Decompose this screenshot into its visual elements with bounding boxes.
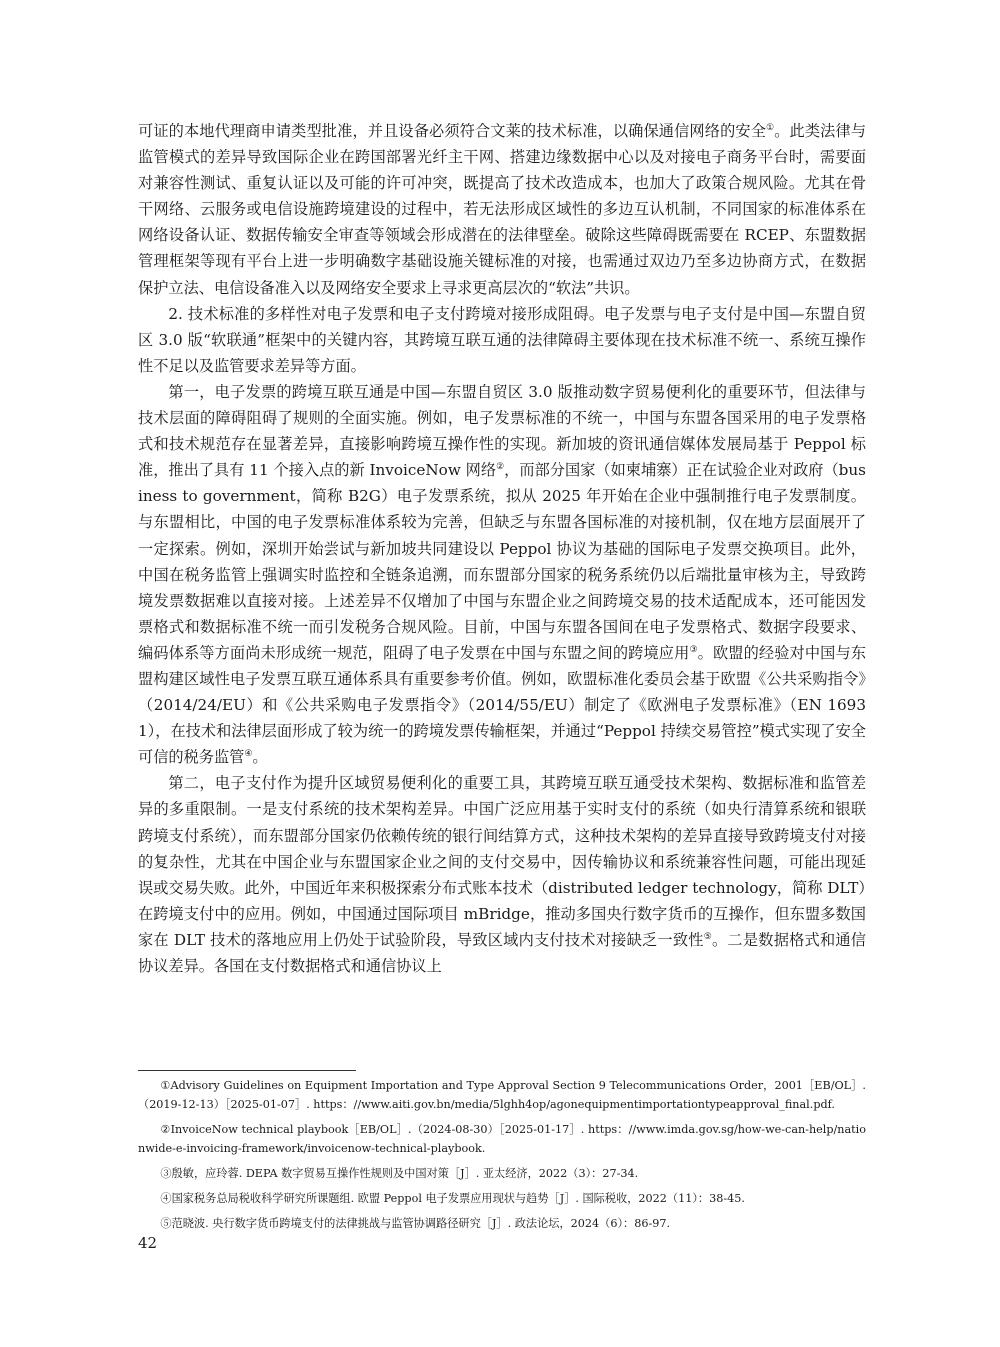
footnote-3: ③殷敏，应玲蓉. DEPA 数字贸易互操作性规则及中国对策［J］. 亚太经济，2022（3）：27-34. [160, 1167, 639, 1180]
footnote-5: ⑤范晓波. 央行数字货币跨境支付的法律挑战与监管协调路径研究［J］. 政法论坛，2024（6）：86-97. [160, 1217, 671, 1230]
paragraph-1 [138, 118, 866, 301]
paragraph-4 [138, 770, 866, 979]
footnote-ref-5[interactable]: ⑤ [703, 931, 712, 942]
paragraph-text: 。此类法律与监管模式的差异导致国际企业在跨国部署光纤主干网、搭建边缘数据中心以及对接电子商务平台时，需要面对兼容性测试、重复认证以及可能的许可冲突，既提高了技术改造成本，也加大了政策合规风险。尤其在骨干网络、云服务或电信设施跨境建设的过程中，若无法形成区域性的多边互认机制，不同国家的标准体系在网络设备认证、数据传输安全审查等领域会形成潜在的法律壁垒。破除这些障碍既需要在 RCEP、东盟数据管理框架等现有平台上进一步明确数字基础设施关键标准的对接，也需通过双边乃至多边协商方式，在数据保护立法、电信设备准入以及网络安全要求上寻求更高层次的“软法”共识。 [138, 122, 867, 297]
paragraph-text: 。 [252, 748, 268, 767]
paragraph-3 [138, 379, 866, 770]
page-number: 42 [138, 1234, 158, 1252]
footnote-2: ②InvoiceNow technical playbook［EB/OL］.（2024-08-30）［2025-01-17］. https：//www.imda.gov.sg/how-we-can-help/nationwide-e-invoicing-framework/invoicenow-technical-playbook. [138, 1123, 866, 1155]
paragraph-text: 。二是数据格式和通信协议差异。各国在支付数据格式和通信协议上 [138, 930, 866, 975]
paragraph-2: 2. 技术标准的多样性对电子发票和电子支付跨境对接形成阻碍。电子发票与电子支付是中国—东盟自贸区 3.0 版“软联通”框架中的关键内容，其跨境互联互通的法律障碍主要体现在技术标准不统一、系统互操作性不足以及监管要求差异等方面。 [138, 304, 866, 375]
paragraph-text: 可证的本地代理商申请类型批准，并且设备必须符合文莱的技术标准，以确保通信网络的安全 [138, 122, 767, 140]
footnote-ref-4[interactable]: ④ [244, 749, 253, 760]
paragraph-text: ，而部分国家（如柬埔寨）正在试验企业对政府（business to government，简称 B2G）电子发票系统，拟从 2025 年开始在企业中强制推行电子发票制度。与东盟相比，中国的电子发票标准体系较为完善，但缺乏与东盟各国标准的对接机制，仅在地方层面展开了一定探索。例如，深圳开始尝试与新加坡共同建设以 Peppol 协议为基础的国际电子发票交换项目。此外，中国在税务监管上强调实时监控和全链条追溯，而东盟部分国家的税务系统仍以后端批量审核为主，导致跨境发票数据难以直接对接。上述差异不仅增加了中国与东盟企业之间跨境交易的技术适配成本，还可能因发票格式和数据标准不统一而引发税务合规风险。目前，中国与东盟各国间在电子发票格式、数据字段要求、编码体系等方面尚未形成统一规范，阻碍了电子发票在中国与东盟之间的跨境应用 [138, 461, 866, 662]
paragraph-text: 。欧盟的经验对中国与东盟构建区域性电子发票互联互通体系具有重要参考价值。例如，欧盟标准化委员会基于欧盟《公共采购指令》（2014/24/EU）和《公共采购电子发票指令》（2014/55/EU）制定了《欧洲电子发票标准》（EN 16931），在技术和法律层面形成了较为统一的跨境发票传输框架，并通过“Peppol 持续交易管控”模式实现了安全可信的税务监管 [138, 643, 867, 767]
paragraph-text: 第一，电子发票的跨境互联互通是中国—东盟自贸区 3.0 版推动数字贸易便利化的重要环节，但法律与技术层面的障碍阻碍了规则的全面实施。例如，电子发票标准的不统一，中国与东盟各国采用的电子发票格式和技术规范存在显著差异，直接影响跨境互操作性的实现。新加坡的资讯通信媒体发展局基于 Peppol 标准，推出了具有 11 个接入点的新 InvoiceNow 网络 [138, 382, 866, 480]
paragraph-text: 第二，电子支付作为提升区域贸易便利化的重要工具，其跨境互联互通受技术架构、数据标准和监管差异的多重限制。一是支付系统的技术架构差异。中国广泛应用基于实时支付的系统（如央行清算系统和银联跨境支付系统），而东盟部分国家仍依赖传统的银行间结算方式，这种技术架构的差异直接导致跨境支付对接的复杂性，尤其在中国企业与东盟国家企业之间的支付交易中，因传输协议和系统兼容性问题，可能出现延误或交易失败。此外，中国近年来积极探索分布式账本技术（distributed ledger technology，简称 DLT）在跨境支付中的应用。例如，中国通过国际项目 mBridge，推动多国央行数字货币的互操作，但东盟多数国家在 DLT 技术的落地应用上仍处于试验阶段，导致区域内支付技术对接缺乏一致性 [138, 774, 866, 949]
footnote-ref-2[interactable]: ② [496, 462, 505, 473]
footnote-4: ④国家税务总局税收科学研究所课题组. 欧盟 Peppol 电子发票应用现状与趋势［J］. 国际税收，2022（11）：38-45. [160, 1192, 745, 1205]
footnote-1: ①Advisory Guidelines on Equipment Importation and Type Approval Section 9 Telecommunications Order，2001［EB/OL］.（2019-12-13）［2025-01-07］. https：//www.aiti.gov.bn/media/5lghh4op/agonequipmentimportationtypeapproval_final.pdf. [138, 1079, 866, 1111]
footnotes [138, 1076, 866, 1239]
article-body [138, 118, 866, 979]
footnote-ref-3[interactable]: ③ [689, 644, 698, 655]
footnote-divider [138, 1070, 356, 1071]
footnote-ref-1[interactable]: ① [766, 122, 775, 133]
